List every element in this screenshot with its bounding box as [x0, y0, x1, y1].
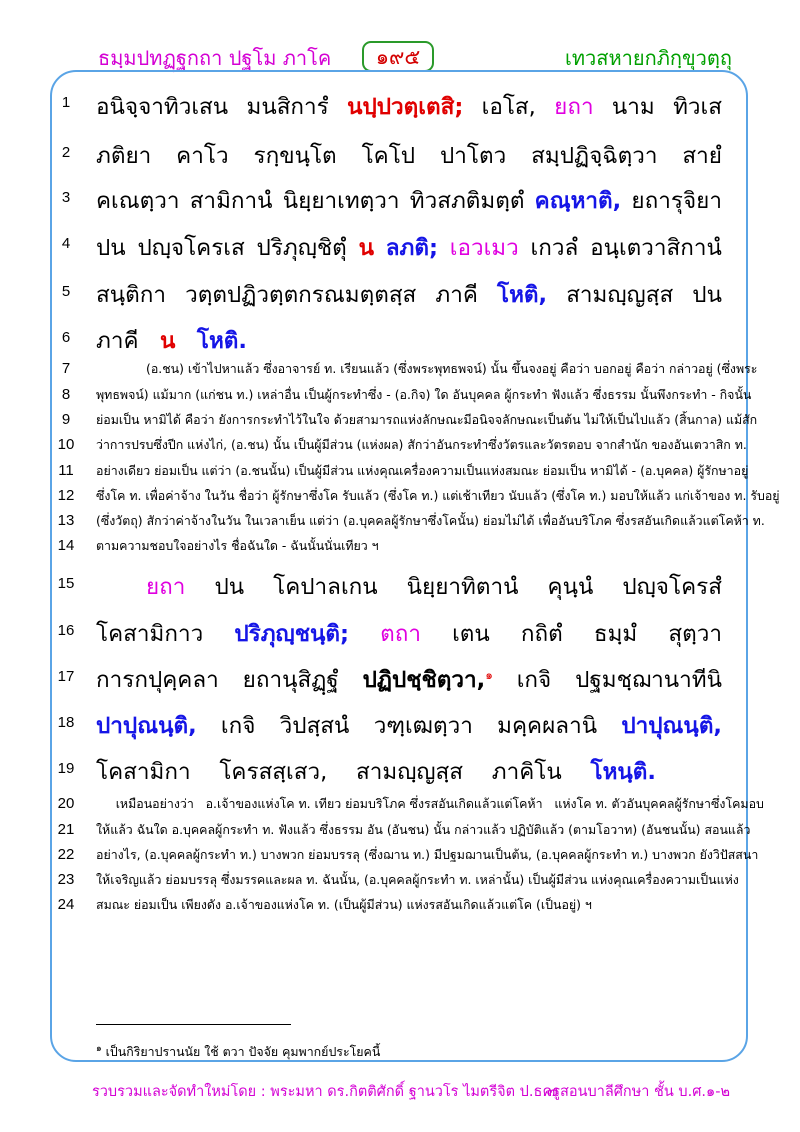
thai-line-21: ให้แล้ว ฉันใด อ.บุคคลผู้กระทำ ท. ฟังแล้ว ซึ่งธรรม อัน (อันชน) นั้น กล่าวแล้ว ปฏิบัติแล้ว (ตามโอวาท) (อันชนนั้น) สอนแล้ว [96, 822, 751, 837]
pali-word: สมฺปฏิจฺฉิตฺวา [531, 143, 658, 169]
pali-word: โคสามิกาว [96, 621, 204, 647]
pali-word: น [358, 235, 374, 261]
pali-line-4 [96, 229, 722, 265]
pali-word: โคปาลเกน [273, 574, 378, 600]
footer-compiler: รวบรวมและจัดทำใหม่โดย : พระมหา ดร.กิตติศักดิ์ ฐานวโร ไมตรีจิต ป.ธ.๗ [92, 1084, 558, 1100]
pali-line-2 [96, 137, 722, 173]
line-number: 23 [57, 871, 75, 888]
pali-word: ธมฺมํ [593, 621, 638, 647]
line-number: 17 [57, 668, 75, 685]
pali-word: นาม [611, 94, 655, 120]
pali-word: อนิจฺจาทิวเสน [96, 94, 229, 120]
pali-word: โคสามิกา [96, 759, 191, 785]
pali-word: ปฏิปชฺชิตฺวา, [362, 667, 486, 693]
pali-word-highlight [347, 88, 463, 124]
pali-line-6 [96, 322, 247, 358]
pali-word: ทิวสภติมตฺตํ [409, 188, 525, 214]
pali-word: ตถา [380, 621, 421, 647]
line-number: 2 [61, 144, 71, 161]
line-number: 5 [61, 283, 71, 300]
pali-word: ปฐมชฺฌานาทีนิ [575, 667, 722, 693]
pali-line-16 [96, 615, 722, 651]
pali-word: คุนฺนํ [547, 574, 594, 600]
pali-word: มคฺคผลานิ [497, 713, 598, 739]
pali-word: สามญฺญสฺส [566, 282, 674, 308]
pali-line-17 [96, 661, 722, 697]
pali-word: เตน [452, 621, 490, 647]
line-number: 9 [61, 411, 71, 428]
pali-word: วตฺตปฏิวตฺตกรณมตฺตสฺส [185, 282, 417, 308]
pali-word: เกวลํ [530, 235, 579, 261]
pali-word: ยถานุสิฏฺฐํ [242, 667, 339, 693]
pali-word: ภติยา [96, 143, 152, 169]
line-number: 10 [57, 436, 75, 453]
pali-word: วิปสฺสนํ [279, 713, 350, 739]
pali-word: ยถา [554, 94, 594, 120]
pali-word: ปน [692, 282, 722, 308]
line-number: 15 [57, 575, 75, 592]
thai-line-14: ตามความชอบใจอย่างไร ชื่อฉันใด - ฉันนั้นนั่นเทียว ฯ [96, 538, 379, 553]
line-number: 11 [58, 462, 74, 479]
pali-word: สายํ [682, 143, 722, 169]
header-left-title: ธมฺมปทฏฺฐกถา ปฐโม ภาโค [98, 46, 332, 70]
pali-word: ลภติ; [385, 235, 438, 261]
pali-line-5 [96, 276, 722, 312]
line-number: 18 [57, 714, 75, 731]
pali-word: ปน [96, 235, 126, 261]
pali-word: สุตฺวา [668, 621, 722, 647]
thai-line-13: (ซึ่งวัตถุ) สักว่าค่าจ้างในวัน ในเวลาเย็น แต่ว่า (อ.บุคคลผู้รักษาซึ่งโคนั้น) ย่อมไม่ได้ เพื่ออันบริโภค ซึ่งรสอันเกิดแล้วแต่โคห้า ท. [96, 513, 765, 528]
pali-word: โหติ. [196, 328, 247, 354]
line-number: 24 [57, 896, 75, 913]
pali-word: ภาคิโน [491, 759, 562, 785]
pali-word: วฑฺเฒตฺวา [373, 713, 473, 739]
line-number: 3 [61, 189, 71, 206]
footnote-marker[interactable]: ๑ [485, 667, 493, 682]
line-number: 20 [57, 795, 75, 812]
pali-word: ปน [214, 574, 245, 600]
pali-word: ปริภุญฺชนฺติ; [234, 621, 349, 647]
thai-line-20: เหมือนอย่างว่า อ.เจ้าของแห่งโค ท. เทียว ย่อมบริโภค ซึ่งรสอันเกิดแล้วแต่โคห้า แห่งโค ท. ตัวอันบุคคลผู้รักษาซึ่งโคมอบ [96, 796, 764, 811]
pali-word: เอโส, [481, 94, 536, 120]
pali-word: ปาปุณนฺติ, [96, 713, 197, 739]
footnote-number: ๑ [96, 1044, 102, 1054]
pali-word: ปญฺจโครสํ [622, 574, 722, 600]
thai-line-9: ย่อมเป็น หามิได้ คือว่า ยังการกระทำไว้ในใจ ด้วยสามารถแห่งลักษณะมีอนิจจลักษณะเป็นต้น ไม่ให้เป็นไปแล้ว (สิ้นกาล) แม้สัก [96, 412, 758, 427]
pali-line-15 [146, 568, 722, 604]
pali-word: ปญฺจโครเส [137, 235, 245, 261]
thai-line-12: ซึ่งโค ท. เพื่อค่าจ้าง ในวัน ชื่อว่า ผู้รักษาซึ่งโค รับแล้ว (ซึ่งโค ท.) แต่เช้าเทียว นับแล้ว (ซึ่งโค ท.) มอบให้แล้ว แก่เจ้าของ ท. รับอยู่ [96, 488, 780, 503]
footnote-divider [96, 1024, 291, 1025]
pali-word: ปาปุณนฺติ, [621, 713, 722, 739]
pali-word: นิยฺยาเทตฺวา [282, 188, 400, 214]
pali-word: เอวเมว [449, 235, 519, 261]
pali-word: กถิตํ [520, 621, 563, 647]
pali-word: ภาคี [96, 328, 139, 354]
pali-word-with-footnote [363, 661, 493, 697]
pali-word: ภาคี [435, 282, 478, 308]
line-number: 12 [57, 487, 75, 504]
pali-word: คาโว [176, 143, 229, 169]
thai-line-22: อย่างไร, (อ.บุคคลผู้กระทำ ท.) บางพวก ย่อมบรรลุ (ซึ่งฌาน ท.) มีปฐมฌานเป็นต้น, (อ.บุคคลผู้กระทำ ท.) บางพวก ยังวิปัสสนา [96, 847, 759, 862]
pali-word: คณฺหาติ, [534, 188, 622, 214]
pali-word: โหติ, [497, 282, 548, 308]
footer-teacher: ครูสอนบาลีศึกษา ชั้น บ.ศ.๑-๒ [542, 1084, 730, 1100]
pali-word: เกจิ [220, 713, 256, 739]
pali-line-1 [96, 88, 722, 124]
line-number: 16 [57, 622, 75, 639]
footnote-text: เป็นกิริยาปรานนัย ใช้ ตวา ปัจจัย คุมพากย์ประโยคนี้ [101, 1044, 381, 1060]
thai-line-7: (อ.ชน) เข้าไปหาแล้ว ซึ่งอาจารย์ ท. เรียนแล้ว (ซึ่งพระพุทธพจน์) นั้น ขึ้นจงอยู่ คือว่า บอกอยู่ คือว่า กล่าวอยู่ (ซึ่งพระ [146, 361, 758, 376]
pali-word: โครสสฺเสว, [219, 759, 328, 785]
pali-word: การกปุคฺคลา [96, 667, 219, 693]
pali-word: มนสิการํ [246, 94, 329, 120]
line-number: 21 [57, 821, 75, 838]
line-number: 14 [57, 537, 75, 554]
pali-line-19 [96, 753, 656, 789]
pali-word: คเณตฺวา [96, 188, 180, 214]
pali-word: ปาโตว [439, 143, 507, 169]
pali-word: รกฺขนฺโต [253, 143, 337, 169]
pali-word: ปริภุญฺชิตุํ [256, 235, 347, 261]
pali-word: ทิวเส [673, 94, 722, 120]
line-number: 1 [61, 94, 71, 111]
line-number: 7 [61, 360, 71, 377]
pali-word: โคโป [361, 143, 416, 169]
pali-word: นปฺปวตฺเตสิ; [347, 94, 464, 120]
page-number: ๑๙๕ [362, 41, 434, 72]
line-number: 6 [61, 329, 71, 346]
line-number: 19 [57, 760, 75, 777]
pali-word: เกจิ [516, 667, 552, 693]
pali-word: อนฺเตวาสิกานํ [590, 235, 722, 261]
pali-word: สามญฺญสฺส [356, 759, 464, 785]
thai-line-10: ว่าการปรบซึ่งปีก แห่งไก่, (อ.ชน) นั้น เป็นผู้มีส่วน (แห่งผล) สักว่าอันกระทำซึ่งวัตรและวัตรตอบ จากสำนัก ของอันเตวาสิก ท. [96, 437, 747, 452]
pali-word: โหนฺติ. [590, 759, 656, 785]
thai-line-24: สมณะ ย่อมเป็น เพียงดัง อ.เจ้าของแห่งโค ท. (เป็นผู้มีส่วน) แห่งรสอันเกิดแล้วแต่โค (เป็นอยู่) ฯ [96, 897, 592, 912]
pali-word: ยถารุจิยา [631, 188, 722, 214]
pali-line-18 [96, 707, 722, 743]
pali-word: นิยฺยาทิตานํ [406, 574, 519, 600]
pali-word: น [160, 328, 176, 354]
pali-word: สนฺติกา [96, 282, 166, 308]
header-right-title: เทวสหายกภิกฺขุวตฺถุ [565, 46, 732, 70]
line-number: 8 [61, 386, 71, 403]
line-number: 22 [57, 846, 75, 863]
line-number: 13 [57, 512, 75, 529]
pali-word: ยถา [146, 574, 186, 600]
pali-word: สามิกานํ [189, 188, 273, 214]
thai-line-11: อย่างเดียว ย่อมเป็น แต่ว่า (อ.ชนนั้น) เป็นผู้มีส่วน แห่งคุณเครื่องความเป็นแห่งสมณะ ย่อมเป็น หามิได้ - (อ.บุคคล) ผู้รักษาอยู่ [96, 463, 749, 478]
pali-line-3 [96, 182, 722, 218]
footnote [96, 1041, 380, 1062]
line-number: 4 [61, 235, 71, 252]
thai-line-23: ให้เจริญแล้ว ย่อมบรรลุ ซึ่งมรรคและผล ท. ฉันนั้น, (อ.บุคคลผู้กระทำ ท. เหล่านั้น) เป็นผู้มีส่วน แห่งคุณเครื่องความเป็นแห่ง [96, 872, 739, 887]
thai-line-8: พุทธพจน์) แม้มาก (แก่ชน ท.) เหล่าอื่น เป็นผู้กระทำซึ่ง - (อ.กิจ) ใด อันบุคคล ผู้กระทำ ฟังแล้ว ซึ่งธรรม นั้นพึงกระทำ - กิจนั้น [96, 387, 752, 402]
